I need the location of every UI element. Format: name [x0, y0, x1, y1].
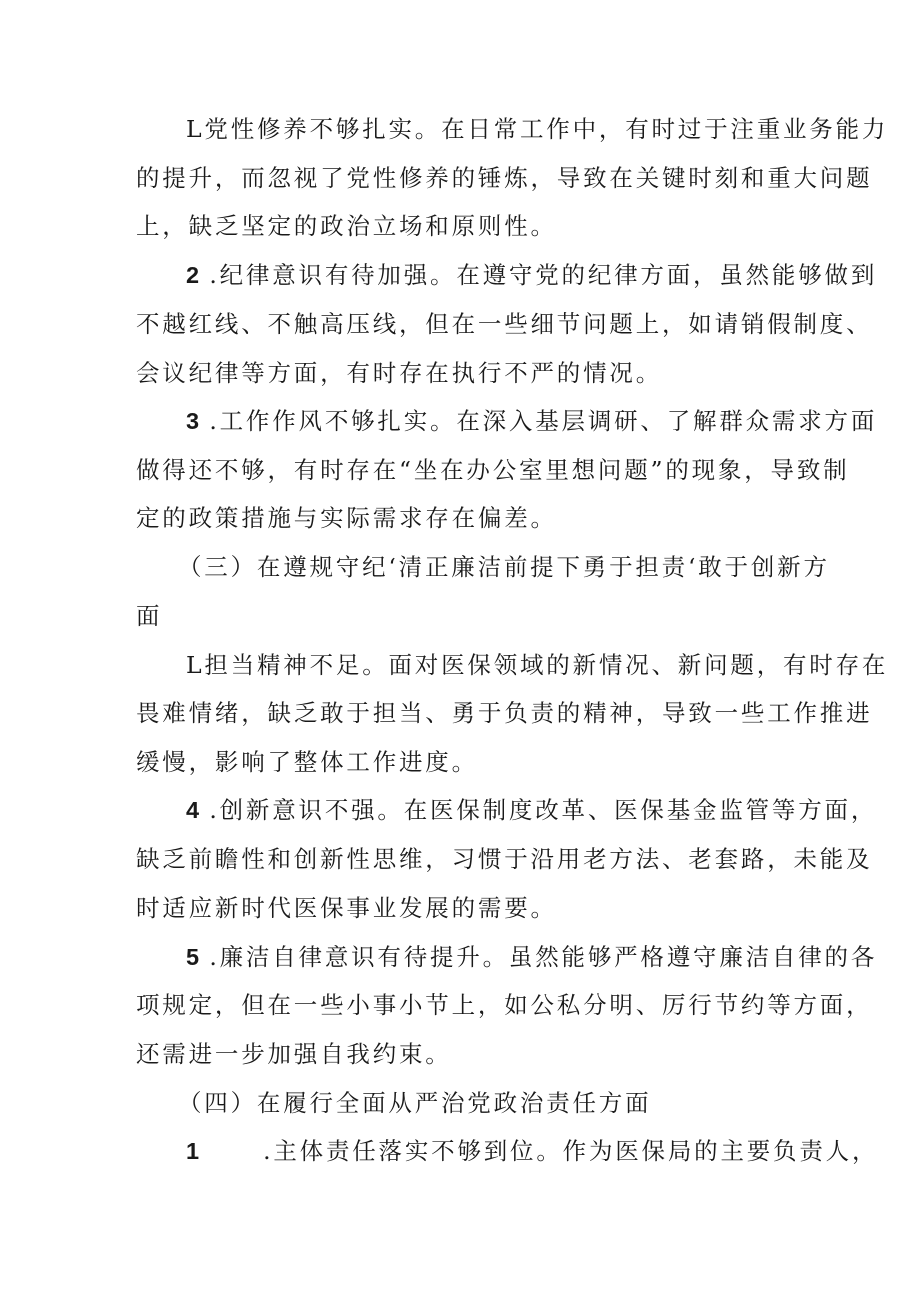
paragraph-line: 时适应新时代医保事业发展的需要。: [136, 894, 557, 922]
paragraph-line: [186, 403, 878, 439]
item-text: .创新意识不强。在医保制度改革、医保基金监管等方面，: [209, 796, 878, 824]
paragraph-line: 项规定，但在一些小事小节上，如公私分明、厉行节约等方面，: [136, 991, 873, 1019]
paragraph-line: [186, 257, 878, 293]
paragraph-line: [186, 1133, 879, 1169]
paragraph-line: 畏难情绪，缺乏敢于担当、勇于负责的精神，导致一些工作推进: [136, 699, 873, 727]
paragraph-line: 做得还不够，有时存在“坐在办公室里想问题”的现象，导致制: [136, 456, 850, 484]
item-number: 1: [186, 1138, 200, 1164]
item-text: .工作作风不够扎实。在深入基层调研、了解群众需求方面: [209, 407, 878, 435]
item-text: .廉洁自律意识有待提升。虽然能够严格遵守廉洁自律的各: [209, 943, 878, 971]
paragraph-line: 还需进一步加强自我约束。: [136, 1040, 452, 1068]
paragraph-line: 会议纪律等方面，有时存在执行不严的情况。: [136, 359, 662, 387]
paragraph-line: L党性修养不够扎实。在日常工作中，有时过于注重业务能力: [186, 115, 889, 143]
paragraph-line: L担当精神不足。面对医保领域的新情况、新问题，有时存在: [186, 651, 889, 679]
paragraph-line: 不越红线、不触高压线，但在一些细节问题上，如请销假制度、: [136, 310, 873, 338]
paragraph-line: 缺乏前瞻性和创新性思维，习惯于沿用老方法、老套路，未能及: [136, 845, 873, 873]
paragraph-line: 缓慢，影响了整体工作进度。: [136, 748, 478, 776]
section-heading-continued: 面: [136, 602, 163, 630]
paragraph-line: 的提升，而忽视了党性修养的锤炼，导致在关键时刻和重大问题: [136, 164, 873, 192]
paragraph-line: 定的政策措施与实际需求存在偏差。: [136, 504, 557, 532]
paragraph-line: [186, 792, 878, 828]
item-number: 2: [186, 262, 200, 288]
section-heading: （三）在遵规守纪‘清正廉洁前提下勇于担责‘敢于创新方: [178, 553, 830, 581]
paragraph-line: 上，缺乏坚定的政治立场和原则性。: [136, 212, 557, 240]
item-number: 5: [186, 944, 200, 970]
section-heading: （四）在履行全面从严治党政治责任方面: [178, 1089, 652, 1117]
item-number: 3: [186, 408, 200, 434]
item-text: .纪律意识有待加强。在遵守党的纪律方面，虽然能够做到: [209, 261, 878, 289]
item-number: 4: [186, 797, 200, 823]
paragraph-line: [186, 939, 878, 975]
item-text: .主体责任落实不够到位。作为医保局的主要负责人，: [263, 1137, 879, 1165]
